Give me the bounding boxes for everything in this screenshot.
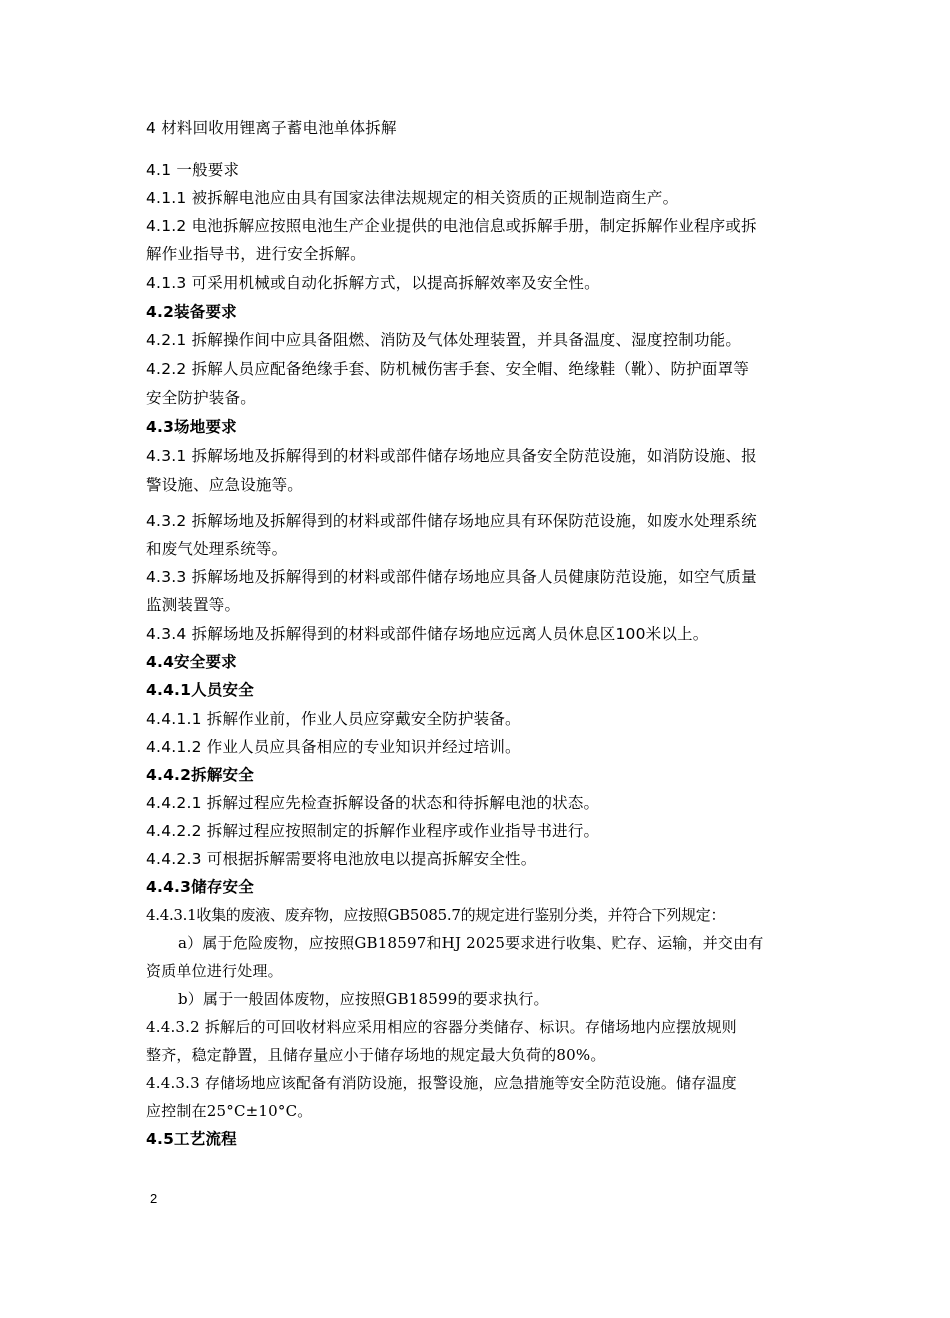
paragraph-line: 4.2.1 拆解操作间中应具备阻燃、消防及气体处理装置，并具备温度、湿度控制功能。 <box>146 331 742 349</box>
paragraph-line: 4.4.2.2 拆解过程应按照制定的拆解作业程序或作业指导书进行。 <box>146 822 600 840</box>
paragraph-line: 资质单位进行处理。 <box>146 962 283 980</box>
paragraph-line: 4.2.2 拆解人员应配备绝缘手套、防机械伤害手套、安全帽、绝缘鞋（靴）、防护面罩等 <box>146 360 750 378</box>
paragraph-line: 整齐，稳定静置，且储存量应小于储存场地的规定最大负荷的80%。 <box>146 1046 606 1064</box>
heading-4-3: 4.3场地要求 <box>146 418 237 436</box>
heading-4-4-1: 4.4.1人员安全 <box>146 681 254 699</box>
paragraph-line: 4.3.1 拆解场地及拆解得到的材料或部件储存场地应具备安全防范设施，如消防设施、报 <box>146 447 757 465</box>
paragraph-line: 4.1.2 电池拆解应按照电池生产企业提供的电池信息或拆解手册，制定拆解作业程序或拆 <box>146 217 757 235</box>
paragraph-line: 4.1.1 被拆解电池应由具有国家法律法规规定的相关资质的正规制造商生产。 <box>146 189 679 207</box>
paragraph-line: 4.1.3 可采用机械或自动化拆解方式，以提高拆解效率及安全性。 <box>146 274 600 292</box>
heading-4-2: 4.2装备要求 <box>146 303 237 321</box>
paragraph-line: 应控制在25°C±10°C。 <box>146 1102 313 1120</box>
paragraph-line: 解作业指导书，进行安全拆解。 <box>146 245 366 263</box>
paragraph-line: 4.4.2.1 拆解过程应先检查拆解设备的状态和待拆解电池的状态。 <box>146 794 600 812</box>
page-number: 2 <box>150 1191 158 1206</box>
heading-4-5: 4.5工艺流程 <box>146 1130 237 1148</box>
paragraph-line: 4.4.1.1 拆解作业前，作业人员应穿戴安全防护装备。 <box>146 710 521 728</box>
paragraph-line: 和废气处理系统等。 <box>146 540 288 558</box>
list-item-a: a）属于危险废物，应按照GB18597和HJ 2025要求进行收集、贮存、运输，并交由有 <box>178 934 764 952</box>
paragraph-line: 4.3.3 拆解场地及拆解得到的材料或部件储存场地应具备人员健康防范设施，如空气质量 <box>146 568 757 586</box>
heading-4-4: 4.4安全要求 <box>146 653 237 671</box>
heading-4-4-3: 4.4.3储存安全 <box>146 878 254 896</box>
list-item-b: b）属于一般固体废物，应按照GB18599的要求执行。 <box>178 990 549 1008</box>
paragraph-line: 4.4.2.3 可根据拆解需要将电池放电以提高拆解安全性。 <box>146 850 537 868</box>
paragraph-line: 安全防护装备。 <box>146 389 256 407</box>
section-title: 4 材料回收用锂离子蓄电池单体拆解 <box>146 119 397 137</box>
paragraph-line: 4.4.1.2 作业人员应具备相应的专业知识并经过培训。 <box>146 738 521 756</box>
paragraph-line: 4.4.3.3 存储场地应该配备有消防设施，报警设施，应急措施等安全防范设施。储存温度 <box>146 1074 737 1092</box>
paragraph-line: 监测装置等。 <box>146 596 241 614</box>
paragraph-line: 4.4.3.2 拆解后的可回收材料应采用相应的容器分类储存、标识。存储场地内应摆放规则 <box>146 1018 737 1036</box>
paragraph-line: 4.3.4 拆解场地及拆解得到的材料或部件储存场地应远离人员休息区100米以上。 <box>146 625 709 643</box>
paragraph-line: 4.4.3.1收集的废液、废弃物，应按照GB5085.7的规定进行鉴别分类，并符合下列规定： <box>146 906 726 924</box>
heading-4-1: 4.1 一般要求 <box>146 161 240 179</box>
paragraph-line: 警设施、应急设施等。 <box>146 476 304 494</box>
heading-4-4-2: 4.4.2拆解安全 <box>146 766 254 784</box>
paragraph-line: 4.3.2 拆解场地及拆解得到的材料或部件储存场地应具有环保防范设施，如废水处理系统 <box>146 512 757 530</box>
